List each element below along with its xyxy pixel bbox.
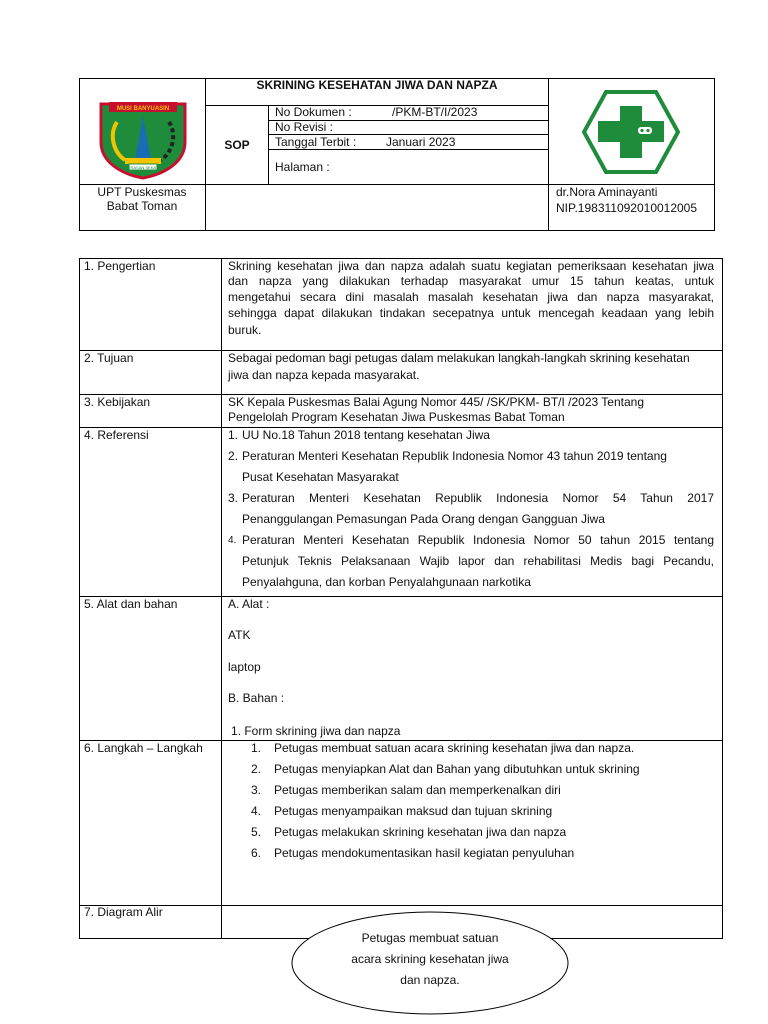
flow-text-line: dan napza. <box>400 973 460 987</box>
ref-num: 4. <box>228 535 237 546</box>
no-dokumen-value: /PKM-BT/I/2023 <box>392 105 478 119</box>
no-revisi-label: No Revisi : <box>275 120 334 134</box>
step-text: Petugas melakukan skrining kesehatan jiwa dan napza <box>274 825 567 839</box>
flow-text-line: Petugas membuat satuan <box>361 931 499 945</box>
halaman-label: Halaman : <box>275 160 330 174</box>
text-line: jiwa dan napza kepada masyarakat. <box>228 368 420 382</box>
step-text: Petugas memberikan salam dan memperkenalkan diri <box>274 783 561 797</box>
section-label-pengertian: 1. Pengertian <box>84 259 156 273</box>
puskesmas-logo <box>582 90 680 174</box>
text-line: Sebagai pedoman bagi petugas dalam melakukan langkah-langkah skrining kesehatan <box>228 351 690 365</box>
ref-line: Penanggulangan Pemasungan Pada Orang dengan Gangguan Jiwa <box>242 512 605 526</box>
section-label-tujuan: 2. Tujuan <box>84 351 134 365</box>
step-num: 6. <box>251 846 262 860</box>
ref-num: 3. <box>228 491 239 505</box>
regency-logo-banner-text: MUSI BANYUASIN <box>116 106 170 112</box>
ref-line: Petunjuk Teknis Pelaksanaan Wajib lapor dan rehabilitasi Medis bagi Pecandu, <box>242 554 714 568</box>
document-title: SKRINING KESEHATAN JIWA DAN NAPZA <box>256 78 498 92</box>
step-num: 4. <box>251 804 262 818</box>
step-num: 2. <box>251 762 262 776</box>
step-num: 1. <box>251 741 262 755</box>
ref-num: 1. <box>228 428 239 442</box>
step-num: 3. <box>251 783 262 797</box>
step-num: 5. <box>251 825 262 839</box>
puskesmas-logo-cross-horizontal <box>598 121 664 142</box>
flow-text-line: acara skrining kesehatan jiwa <box>351 952 509 966</box>
ref-line: Peraturan Menteri Kesehatan Republik Indonesia Nomor 43 tahun 2019 tentang <box>242 449 667 463</box>
alat-heading: A. Alat : <box>228 597 270 611</box>
bahan-heading: B. Bahan : <box>228 691 285 705</box>
ref-num: 2. <box>228 449 239 463</box>
text-line: SK Kepala Puskesmas Balai Agung Nomor 445/ /SK/PKM- BT/I /2023 Tentang <box>228 395 645 409</box>
text-line: sehingga dapat dilakukan tindakan secepatnya untuk mencegah keadaan yang lebih <box>228 306 714 320</box>
ref-line: Peraturan Menteri Kesehatan Republik Indonesia Nomor 50 tahun 2015 tentang <box>242 533 714 547</box>
org-name-line1: UPT Puskesmas <box>97 185 187 199</box>
ref-line: Penyalahguna, dan korban Penyalahgunaan narkotika <box>242 575 531 589</box>
tanggal-label: Tanggal Terbit : <box>275 135 357 149</box>
text-line: buruk. <box>228 323 262 337</box>
ref-line: UU No.18 Tahun 2018 tentang kesehatan Jiwa <box>242 428 490 442</box>
alat-item: laptop <box>228 660 261 674</box>
section-label-referensi: 4. Referensi <box>84 428 149 442</box>
section-label-kebijakan: 3. Kebijakan <box>84 395 151 409</box>
regency-logo <box>95 98 191 180</box>
text-line: Skrining kesehatan jiwa dan napza adalah suatu kegiatan pemeriksaan kesehatan jiwa <box>228 259 714 273</box>
tanggal-value: Januari 2023 <box>386 135 456 149</box>
signer-name: dr.Nora Aminayanti <box>556 185 658 199</box>
text-line: Pengelolah Program Kesehatan Jiwa Puskesmas Babat Toman <box>228 410 565 424</box>
step-text: Petugas menyampaikan maksud dan tujuan skrining <box>274 804 553 818</box>
text-line: dan napza yang dilakukan terhadap masyarakat umur 15 tahun keatas, untuk <box>228 274 714 288</box>
ref-line: Pusat Kesehatan Masyarakat <box>242 470 399 484</box>
step-text: Petugas mendokumentasikan hasil kegiatan penyuluhan <box>274 846 575 860</box>
ref-line: Peraturan Menteri Kesehatan Republik Indonesia Nomor 54 Tahun 2017 <box>242 491 714 505</box>
step-text: Petugas membuat satuan acara skrining kesehatan jiwa dan napza. <box>274 741 635 755</box>
section-label-langkah: 6. Langkah – Langkah <box>84 741 203 755</box>
alat-item: ATK <box>228 628 251 642</box>
step-text: Petugas menyiapkan Alat dan Bahan yang dibutuhkan untuk skrining <box>274 762 640 776</box>
section-label-diagram: 7. Diagram Alir <box>84 905 163 919</box>
signer-nip: NIP.198311092010012005 <box>556 201 698 215</box>
bahan-item: 1. Form skrining jiwa dan napza <box>231 724 401 738</box>
org-name-line2: Babat Toman <box>106 199 178 213</box>
no-dokumen-label: No Dokumen : <box>275 105 352 119</box>
text-line: mengetahui secara dini masalah masalah kesehatan jiwa dan napza masyarakat, <box>228 290 714 304</box>
sop-label: SOP <box>224 138 250 152</box>
regency-logo-motto-text: SERASAN SEKATE <box>125 165 161 170</box>
section-label-alat: 5. Alat dan bahan <box>84 597 178 611</box>
